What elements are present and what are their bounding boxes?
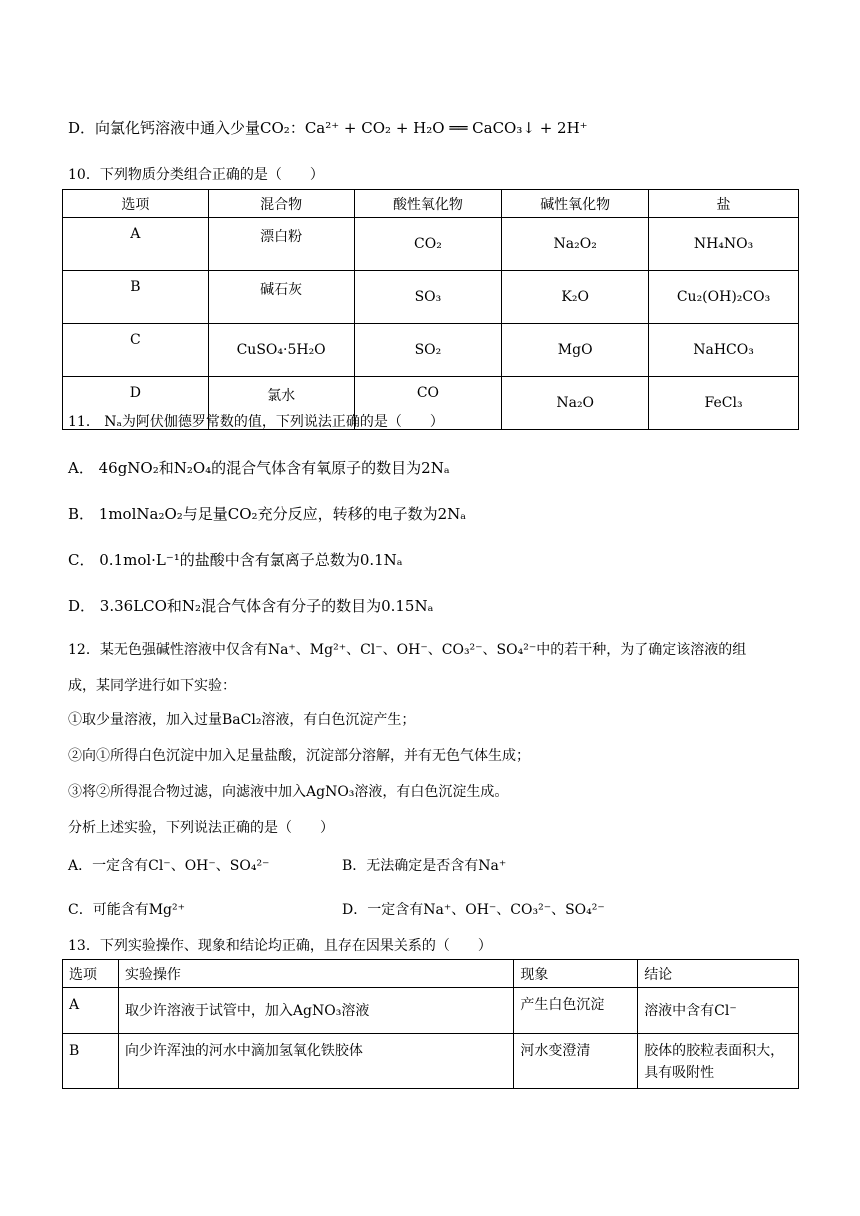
q10-cell: CuSO₄·5H₂O — [208, 324, 354, 377]
q13-stem: 13．下列实验操作、现象和结论均正确，且存在因果关系的（ ） — [68, 938, 492, 954]
q13-cell: 取少许溶液于试管中，加入AgNO₃溶液 — [118, 988, 513, 1034]
q10-cell: 氯水 — [208, 377, 354, 430]
q10-cell: B — [63, 271, 209, 324]
table-row — [63, 988, 799, 1034]
q13-cell: 胶体的胶粒表面积大，具有吸附性 — [638, 1034, 799, 1089]
q13-cell: 河水变澄清 — [514, 1034, 638, 1089]
q10-cell: 碱石灰 — [208, 271, 354, 324]
q10-cell: Na₂O — [502, 377, 649, 430]
q10-cell: Cu₂(OH)₂CO₃ — [649, 271, 799, 324]
q12-step-3: ③将②所得混合物过滤，向滤液中加入AgNO₃溶液，有白色沉淀生成。 — [68, 784, 509, 800]
q13-cell: 产生白色沉淀 — [514, 988, 638, 1034]
q10-header-row — [63, 190, 799, 218]
q10-header-cell: 碱性氧化物 — [502, 190, 649, 218]
q12-stem-line2: 成，某同学进行如下实验： — [68, 678, 236, 694]
q10-cell: MgO — [502, 324, 649, 377]
q10-cell: SO₂ — [354, 324, 502, 377]
q13-cell: A — [63, 988, 119, 1034]
q10-table — [62, 189, 799, 430]
q11-stem: 11． Nₐ为阿伏伽德罗常数的值，下列说法正确的是（ ） — [68, 414, 444, 430]
q10-cell: Na₂O₂ — [502, 218, 649, 271]
q10-header-cell: 选项 — [63, 190, 209, 218]
q12-step-2: ②向①所得白色沉淀中加入足量盐酸，沉淀部分溶解，并有无色气体生成； — [68, 748, 530, 764]
q10-cell: K₂O — [502, 271, 649, 324]
q11-option-d: D． 3.36LCO和N₂混合气体含有分子的数目为0.15Nₐ — [68, 597, 434, 615]
q12-option-c: C．可能含有Mg²⁺ — [68, 902, 186, 918]
q10-stem: 10．下列物质分类组合正确的是（ ） — [68, 167, 324, 183]
q11-option-b: B． 1molNa₂O₂与足量CO₂充分反应，转移的电子数为2Nₐ — [68, 505, 467, 523]
table-row — [63, 324, 799, 377]
q10-cell: SO₃ — [354, 271, 502, 324]
q12-option-b: B．无法确定是否含有Na⁺ — [342, 858, 507, 874]
q13-cell: 向少许浑浊的河水中滴加氢氧化铁胶体 — [118, 1034, 513, 1089]
q13-header-cell: 现象 — [514, 960, 638, 988]
q12-option-d: D．一定含有Na⁺、OH⁻、CO₃²⁻、SO₄²⁻ — [342, 902, 605, 918]
q13-header-cell: 结论 — [638, 960, 799, 988]
q10-cell: CO — [354, 377, 502, 430]
q12-question: 分析上述实验，下列说法正确的是（ ） — [68, 820, 334, 836]
q10-cell: D — [63, 377, 209, 430]
q13-header-cell: 选项 — [63, 960, 119, 988]
q12-step-1: ①取少量溶液，加入过量BaCl₂溶液，有白色沉淀产生； — [68, 712, 416, 728]
q9-option-d: D．向氯化钙溶液中通入少量CO₂：Ca²⁺ + CO₂ + H₂O ══ CaCO₃↓ + 2H⁺ — [68, 119, 588, 137]
q10-header-cell: 混合物 — [208, 190, 354, 218]
q10-cell: FeCl₃ — [649, 377, 799, 430]
table-row — [63, 218, 799, 271]
q10-cell: C — [63, 324, 209, 377]
q10-cell: A — [63, 218, 209, 271]
q13-header-cell: 实验操作 — [118, 960, 513, 988]
q10-cell: NH₄NO₃ — [649, 218, 799, 271]
q13-cell: 溶液中含有Cl⁻ — [638, 988, 799, 1034]
q10-header-cell: 盐 — [649, 190, 799, 218]
q10-header-cell: 酸性氧化物 — [354, 190, 502, 218]
q10-cell: 漂白粉 — [208, 218, 354, 271]
q11-option-c: C． 0.1mol·L⁻¹的盐酸中含有氯离子总数为0.1Nₐ — [68, 551, 403, 569]
table-row — [63, 271, 799, 324]
table-row — [63, 1034, 799, 1089]
q13-table — [62, 959, 799, 1089]
q13-header-row — [63, 960, 799, 988]
q13-cell: B — [63, 1034, 119, 1089]
q10-cell: NaHCO₃ — [649, 324, 799, 377]
q10-cell: CO₂ — [354, 218, 502, 271]
q12-option-a: A．一定含有Cl⁻、OH⁻、SO₄²⁻ — [68, 858, 270, 874]
q11-option-a: A． 46gNO₂和N₂O₄的混合气体含有氧原子的数目为2Nₐ — [68, 459, 450, 477]
q12-stem-line1: 12．某无色强碱性溶液中仅含有Na⁺、Mg²⁺、Cl⁻、OH⁻、CO₃²⁻、SO₄²⁻中的若干种，为了确定该溶液的组 — [68, 642, 747, 658]
